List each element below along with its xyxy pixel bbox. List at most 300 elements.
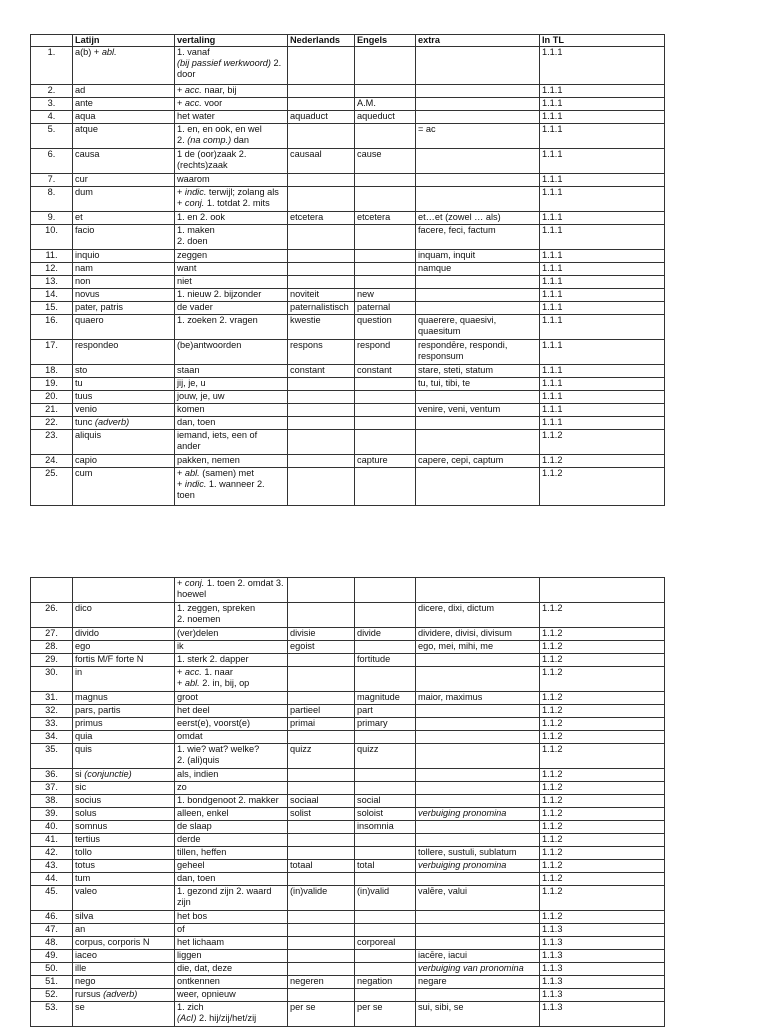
english-derivative: insomnia (355, 821, 416, 834)
latin-word: ille (73, 963, 175, 976)
english-derivative: aqueduct (355, 111, 416, 124)
row-number: 23. (31, 430, 73, 455)
translation: het bos (175, 911, 288, 924)
row-number: 51. (31, 976, 73, 989)
translation: want (175, 263, 288, 276)
dutch-derivative: sociaal (288, 795, 355, 808)
extra-info: tollere, sustuli, sublatum (416, 847, 540, 860)
latin-word: novus (73, 289, 175, 302)
tl-reference: 1.1.2 (540, 455, 665, 468)
dutch-derivative: egoist (288, 641, 355, 654)
dutch-derivative: constant (288, 365, 355, 378)
latin-word: tuus (73, 391, 175, 404)
translation: niet (175, 276, 288, 289)
table-row (31, 263, 665, 276)
latin-word: cum (73, 468, 175, 506)
english-derivative: etcetera (355, 212, 416, 225)
extra-info: iacēre, iacui (416, 950, 540, 963)
english-derivative: respond (355, 340, 416, 365)
latin-word: tum (73, 873, 175, 886)
latin-word: nego (73, 976, 175, 989)
row-number: 14. (31, 289, 73, 302)
extra-info (416, 302, 540, 315)
tl-reference: 1.1.1 (540, 212, 665, 225)
extra-info: = ac (416, 124, 540, 149)
tl-reference: 1.1.2 (540, 705, 665, 718)
translation: dan, toen (175, 417, 288, 430)
extra-info (416, 391, 540, 404)
translation: (ver)delen (175, 628, 288, 641)
tl-reference: 1.1.1 (540, 111, 665, 124)
table-row (31, 85, 665, 98)
extra-info (416, 85, 540, 98)
row-number: 28. (31, 641, 73, 654)
latin-word: iaceo (73, 950, 175, 963)
row-number: 7. (31, 174, 73, 187)
translation: eerst(e), voorst(e) (175, 718, 288, 731)
table-row (31, 654, 665, 667)
table-row (31, 149, 665, 174)
table-row (31, 976, 665, 989)
translation: 1. nieuw 2. bijzonder (175, 289, 288, 302)
latin-word: corpus, corporis N (73, 937, 175, 950)
row-number: 47. (31, 924, 73, 937)
header-col-nederlands: Nederlands (288, 35, 355, 47)
latin-word: socius (73, 795, 175, 808)
extra-info: valēre, valui (416, 886, 540, 911)
tl-reference: 1.1.1 (540, 225, 665, 250)
dutch-derivative: solist (288, 808, 355, 821)
translation: 1. zich (AcI) 2. hij/zij/het/zij (175, 1002, 288, 1027)
row-number: 10. (31, 225, 73, 250)
row-number: 25. (31, 468, 73, 506)
row-number: 22. (31, 417, 73, 430)
dutch-derivative (288, 873, 355, 886)
translation: liggen (175, 950, 288, 963)
tl-reference: 1.1.1 (540, 391, 665, 404)
english-derivative: soloist (355, 808, 416, 821)
extra-info (416, 731, 540, 744)
extra-info (416, 769, 540, 782)
translation: 1. maken 2. doen (175, 225, 288, 250)
english-derivative (355, 225, 416, 250)
extra-info (416, 782, 540, 795)
tl-reference: 1.1.3 (540, 1002, 665, 1027)
tl-reference: 1.1.1 (540, 149, 665, 174)
tl-reference: 1.1.2 (540, 886, 665, 911)
table-row (31, 731, 665, 744)
table-row (31, 98, 665, 111)
extra-info: verbuiging pronomina (416, 808, 540, 821)
english-derivative: primary (355, 718, 416, 731)
latin-word: aliquis (73, 430, 175, 455)
extra-info: namque (416, 263, 540, 276)
translation: derde (175, 834, 288, 847)
row-number: 34. (31, 731, 73, 744)
table-row (31, 111, 665, 124)
table-row (31, 250, 665, 263)
english-derivative (355, 578, 416, 603)
dutch-derivative (288, 47, 355, 85)
translation: tillen, heffen (175, 847, 288, 860)
extra-info: dividere, divisi, divisum (416, 628, 540, 641)
translation: of (175, 924, 288, 937)
table-row (31, 47, 665, 85)
dutch-derivative (288, 263, 355, 276)
tl-reference: 1.1.1 (540, 378, 665, 391)
table-row (31, 834, 665, 847)
table-row (31, 276, 665, 289)
row-number: 42. (31, 847, 73, 860)
english-derivative: new (355, 289, 416, 302)
row-number: 16. (31, 315, 73, 340)
dutch-derivative: etcetera (288, 212, 355, 225)
latin-word: respondeo (73, 340, 175, 365)
english-derivative: quizz (355, 744, 416, 769)
extra-info: facere, feci, factum (416, 225, 540, 250)
latin-word: dico (73, 603, 175, 628)
extra-info: maior, maximus (416, 692, 540, 705)
latin-word: fortis M/F forte N (73, 654, 175, 667)
dutch-derivative (288, 924, 355, 937)
latin-word: atque (73, 124, 175, 149)
english-derivative: corporeal (355, 937, 416, 950)
row-number: 5. (31, 124, 73, 149)
tl-reference: 1.1.1 (540, 302, 665, 315)
table-row (31, 430, 665, 455)
row-number: 38. (31, 795, 73, 808)
dutch-derivative: quizz (288, 744, 355, 769)
tl-reference: 1.1.1 (540, 85, 665, 98)
translation: 1. en, en ook, en wel 2. (na comp.) dan (175, 124, 288, 149)
extra-info (416, 667, 540, 692)
dutch-derivative (288, 769, 355, 782)
translation: 1 de (oor)zaak 2. (rechts)zaak (175, 149, 288, 174)
latin-word: ad (73, 85, 175, 98)
latin-word: pars, partis (73, 705, 175, 718)
translation: 1. zeggen, spreken 2. noemen (175, 603, 288, 628)
table-row (31, 124, 665, 149)
tl-reference: 1.1.2 (540, 744, 665, 769)
extra-info (416, 111, 540, 124)
row-number: 41. (31, 834, 73, 847)
latin-word: venio (73, 404, 175, 417)
header-col-tl: In TL (540, 35, 665, 47)
latin-word: sto (73, 365, 175, 378)
extra-info (416, 417, 540, 430)
tl-reference (540, 578, 665, 603)
english-derivative (355, 667, 416, 692)
english-derivative: constant (355, 365, 416, 378)
english-derivative (355, 391, 416, 404)
translation: staan (175, 365, 288, 378)
translation: waarom (175, 174, 288, 187)
latin-word: tertius (73, 834, 175, 847)
row-number: 50. (31, 963, 73, 976)
latin-word: quia (73, 731, 175, 744)
translation: zeggen (175, 250, 288, 263)
english-derivative (355, 47, 416, 85)
header-col-vertaling: vertaling (175, 35, 288, 47)
dutch-derivative (288, 124, 355, 149)
row-number: 44. (31, 873, 73, 886)
dutch-derivative (288, 85, 355, 98)
latin-word: primus (73, 718, 175, 731)
english-derivative: cause (355, 149, 416, 174)
english-derivative: per se (355, 1002, 416, 1027)
translation: het lichaam (175, 937, 288, 950)
latin-word: cur (73, 174, 175, 187)
tl-reference: 1.1.2 (540, 821, 665, 834)
row-number: 32. (31, 705, 73, 718)
extra-info: negare (416, 976, 540, 989)
dutch-derivative (288, 989, 355, 1002)
english-derivative: magnitude (355, 692, 416, 705)
table-row (31, 937, 665, 950)
tl-reference: 1.1.2 (540, 692, 665, 705)
translation: ik (175, 641, 288, 654)
dutch-derivative (288, 654, 355, 667)
table-row (31, 795, 665, 808)
english-derivative (355, 911, 416, 924)
english-derivative: fortitude (355, 654, 416, 667)
translation: 1. en 2. ook (175, 212, 288, 225)
header-col-latijn: Latijn (73, 35, 175, 47)
table-row (31, 417, 665, 430)
table-row (31, 705, 665, 718)
translation: 1. sterk 2. dapper (175, 654, 288, 667)
extra-info: verbuiging pronomina (416, 860, 540, 873)
row-number: 12. (31, 263, 73, 276)
tl-reference: 1.1.1 (540, 289, 665, 302)
english-derivative (355, 276, 416, 289)
english-derivative: divide (355, 628, 416, 641)
header-col-extra: extra (416, 35, 540, 47)
table-row (31, 718, 665, 731)
dutch-derivative: noviteit (288, 289, 355, 302)
translation: jouw, je, uw (175, 391, 288, 404)
tl-reference: 1.1.2 (540, 873, 665, 886)
table-row (31, 808, 665, 821)
extra-info: dicere, dixi, dictum (416, 603, 540, 628)
row-number: 40. (31, 821, 73, 834)
extra-info (416, 911, 540, 924)
latin-word: tu (73, 378, 175, 391)
table-row (31, 1002, 665, 1027)
dutch-derivative (288, 847, 355, 860)
translation: groot (175, 692, 288, 705)
latin-word: se (73, 1002, 175, 1027)
latin-word: nam (73, 263, 175, 276)
translation: + indic. terwijl; zolang als + conj. 1. totdat 2. mits (175, 187, 288, 212)
translation: de vader (175, 302, 288, 315)
tl-reference: 1.1.3 (540, 937, 665, 950)
english-derivative (355, 950, 416, 963)
extra-info (416, 873, 540, 886)
latin-word: rursus (adverb) (73, 989, 175, 1002)
row-number: 4. (31, 111, 73, 124)
row-number: 49. (31, 950, 73, 963)
table-header-row (31, 35, 665, 47)
translation: 1. vanaf (bij passief werkwoord) 2. door (175, 47, 288, 85)
header-col-nr (31, 35, 73, 47)
english-derivative (355, 924, 416, 937)
translation: weer, opnieuw (175, 989, 288, 1002)
table-row (31, 404, 665, 417)
row-number: 37. (31, 782, 73, 795)
tl-reference: 1.1.2 (540, 795, 665, 808)
latin-word: totus (73, 860, 175, 873)
tl-reference: 1.1.2 (540, 834, 665, 847)
dutch-derivative: causaal (288, 149, 355, 174)
english-derivative (355, 834, 416, 847)
extra-info: et…et (zowel … als) (416, 212, 540, 225)
extra-info: verbuiging van pronomina (416, 963, 540, 976)
latin-word: et (73, 212, 175, 225)
row-number: 35. (31, 744, 73, 769)
extra-info: respondēre, respondi, responsum (416, 340, 540, 365)
table-row (31, 847, 665, 860)
tl-reference: 1.1.2 (540, 860, 665, 873)
row-number: 26. (31, 603, 73, 628)
tl-reference: 1.1.2 (540, 808, 665, 821)
dutch-derivative: paternalistisch (288, 302, 355, 315)
english-derivative: A.M. (355, 98, 416, 111)
english-derivative (355, 174, 416, 187)
translation: de slaap (175, 821, 288, 834)
table-row (31, 603, 665, 628)
tl-reference: 1.1.1 (540, 340, 665, 365)
table-row (31, 744, 665, 769)
latin-word: causa (73, 149, 175, 174)
extra-info (416, 744, 540, 769)
table-row (31, 187, 665, 212)
english-derivative (355, 250, 416, 263)
row-number: 21. (31, 404, 73, 417)
row-number (31, 578, 73, 603)
dutch-derivative (288, 911, 355, 924)
english-derivative (355, 85, 416, 98)
table-row (31, 692, 665, 705)
latin-word: in (73, 667, 175, 692)
latin-word: tollo (73, 847, 175, 860)
english-derivative: negation (355, 976, 416, 989)
tl-reference: 1.1.2 (540, 654, 665, 667)
translation: 1. bondgenoot 2. makker (175, 795, 288, 808)
dutch-derivative (288, 963, 355, 976)
row-number: 18. (31, 365, 73, 378)
table-row (31, 860, 665, 873)
latin-word (73, 578, 175, 603)
row-number: 43. (31, 860, 73, 873)
dutch-derivative: negeren (288, 976, 355, 989)
english-derivative (355, 731, 416, 744)
tl-reference: 1.1.2 (540, 731, 665, 744)
row-number: 17. (31, 340, 73, 365)
row-number: 8. (31, 187, 73, 212)
row-number: 45. (31, 886, 73, 911)
dutch-derivative (288, 937, 355, 950)
extra-info (416, 276, 540, 289)
table-row (31, 302, 665, 315)
english-derivative (355, 873, 416, 886)
extra-info (416, 937, 540, 950)
translation: die, dat, deze (175, 963, 288, 976)
dutch-derivative (288, 391, 355, 404)
table-row (31, 821, 665, 834)
dutch-derivative: totaal (288, 860, 355, 873)
latin-word: magnus (73, 692, 175, 705)
table-row (31, 578, 665, 603)
dutch-derivative: partieel (288, 705, 355, 718)
table-row (31, 963, 665, 976)
row-number: 3. (31, 98, 73, 111)
translation: 1. gezond zijn 2. waard zijn (175, 886, 288, 911)
english-derivative (355, 404, 416, 417)
table-row (31, 873, 665, 886)
extra-info (416, 578, 540, 603)
row-number: 20. (31, 391, 73, 404)
dutch-derivative (288, 455, 355, 468)
translation: + acc. 1. naar + abl. 2. in, bij, op (175, 667, 288, 692)
table-row (31, 641, 665, 654)
extra-info (416, 795, 540, 808)
tl-reference: 1.1.3 (540, 989, 665, 1002)
english-derivative (355, 641, 416, 654)
latin-word: inquio (73, 250, 175, 263)
tl-reference: 1.1.1 (540, 404, 665, 417)
table-row (31, 174, 665, 187)
row-number: 24. (31, 455, 73, 468)
dutch-derivative (288, 174, 355, 187)
english-derivative (355, 468, 416, 506)
extra-info: stare, steti, statum (416, 365, 540, 378)
dutch-derivative (288, 578, 355, 603)
tl-reference: 1.1.1 (540, 276, 665, 289)
table-row (31, 455, 665, 468)
extra-info: capere, cepi, captum (416, 455, 540, 468)
english-derivative (355, 263, 416, 276)
tl-reference: 1.1.2 (540, 641, 665, 654)
table-row (31, 315, 665, 340)
row-number: 19. (31, 378, 73, 391)
translation: 1. zoeken 2. vragen (175, 315, 288, 340)
row-number: 33. (31, 718, 73, 731)
extra-info: inquam, inquit (416, 250, 540, 263)
latin-word: quaero (73, 315, 175, 340)
translation: (be)antwoorden (175, 340, 288, 365)
tl-reference: 1.1.3 (540, 924, 665, 937)
dutch-derivative (288, 821, 355, 834)
english-derivative (355, 187, 416, 212)
latin-word: aqua (73, 111, 175, 124)
table-row (31, 924, 665, 937)
translation: + acc. naar, bij (175, 85, 288, 98)
row-number: 1. (31, 47, 73, 85)
tl-reference: 1.1.1 (540, 263, 665, 276)
translation: + conj. 1. toen 2. omdat 3. hoewel (175, 578, 288, 603)
english-derivative: part (355, 705, 416, 718)
dutch-derivative: primai (288, 718, 355, 731)
dutch-derivative (288, 378, 355, 391)
row-number: 30. (31, 667, 73, 692)
tl-reference: 1.1.1 (540, 417, 665, 430)
dutch-derivative: divisie (288, 628, 355, 641)
tl-reference: 1.1.1 (540, 174, 665, 187)
table-row (31, 378, 665, 391)
latin-word: pater, patris (73, 302, 175, 315)
extra-info (416, 98, 540, 111)
